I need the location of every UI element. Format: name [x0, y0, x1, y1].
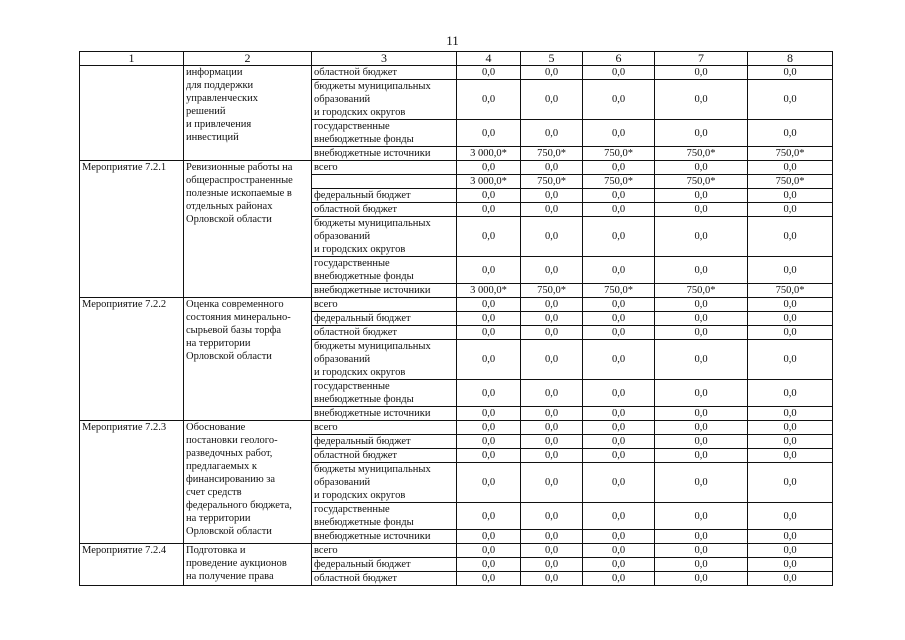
amount-cell: 0,0: [521, 257, 583, 284]
amount-cell: 0,0: [521, 189, 583, 203]
amount-cell: 0,0: [521, 66, 583, 80]
amount-cell: 0,0: [457, 421, 521, 435]
amount-cell: 0,0: [521, 298, 583, 312]
measure-code: Мероприятие 7.2.4: [80, 544, 184, 586]
amount-cell: 0,0: [583, 544, 655, 558]
table-row: [80, 298, 833, 312]
amount-cell: 0,0: [583, 463, 655, 503]
funding-source: бюджеты муниципальных образований и городских округов: [312, 217, 457, 257]
amount-cell: 0,0: [583, 326, 655, 340]
amount-cell: 0,0: [457, 312, 521, 326]
amount-cell: 0,0: [748, 558, 833, 572]
amount-cell: 0,0: [457, 203, 521, 217]
column-header: 7: [655, 52, 748, 66]
amount-cell: 0,0: [457, 298, 521, 312]
funding-source: областной бюджет: [312, 449, 457, 463]
amount-cell: 0,0: [457, 257, 521, 284]
amount-cell: 0,0: [583, 189, 655, 203]
amount-cell: 750,0*: [655, 147, 748, 161]
amount-cell: 0,0: [748, 380, 833, 407]
amount-cell: 0,0: [655, 421, 748, 435]
amount-cell: 3 000,0*: [457, 284, 521, 298]
amount-cell: 0,0: [457, 217, 521, 257]
amount-cell: 0,0: [457, 161, 521, 175]
amount-cell: 0,0: [583, 572, 655, 586]
amount-cell: 0,0: [748, 217, 833, 257]
amount-cell: 0,0: [748, 120, 833, 147]
amount-cell: 0,0: [655, 449, 748, 463]
amount-cell: 0,0: [655, 572, 748, 586]
amount-cell: 0,0: [748, 298, 833, 312]
amount-cell: 0,0: [521, 340, 583, 380]
amount-cell: 0,0: [748, 80, 833, 120]
funding-source: федеральный бюджет: [312, 189, 457, 203]
amount-cell: 0,0: [748, 203, 833, 217]
funding-source: федеральный бюджет: [312, 435, 457, 449]
amount-cell: 0,0: [655, 203, 748, 217]
amount-cell: 0,0: [457, 530, 521, 544]
funding-source: государственные внебюджетные фонды: [312, 503, 457, 530]
amount-cell: 750,0*: [655, 175, 748, 189]
amount-cell: 0,0: [655, 340, 748, 380]
column-header: 5: [521, 52, 583, 66]
amount-cell: 0,0: [655, 298, 748, 312]
measure-code: Мероприятие 7.2.3: [80, 421, 184, 544]
amount-cell: 0,0: [655, 503, 748, 530]
amount-cell: 750,0*: [655, 284, 748, 298]
amount-cell: 0,0: [583, 203, 655, 217]
amount-cell: 0,0: [521, 217, 583, 257]
amount-cell: 0,0: [521, 435, 583, 449]
amount-cell: 0,0: [748, 449, 833, 463]
funding-source: областной бюджет: [312, 572, 457, 586]
column-header: 6: [583, 52, 655, 66]
amount-cell: 0,0: [521, 380, 583, 407]
amount-cell: 750,0*: [583, 284, 655, 298]
funding-source: внебюджетные источники: [312, 530, 457, 544]
amount-cell: 0,0: [457, 463, 521, 503]
column-header: 8: [748, 52, 833, 66]
amount-cell: 0,0: [655, 161, 748, 175]
amount-cell: 0,0: [521, 407, 583, 421]
amount-cell: 0,0: [655, 407, 748, 421]
amount-cell: 0,0: [521, 120, 583, 147]
amount-cell: 0,0: [655, 312, 748, 326]
amount-cell: 0,0: [521, 558, 583, 572]
funding-source: бюджеты муниципальных образований и городских округов: [312, 340, 457, 380]
amount-cell: 0,0: [583, 421, 655, 435]
measure-name: информации для поддержки управленческих решений и привлечения инвестиций: [184, 66, 312, 161]
funding-source: внебюджетные источники: [312, 284, 457, 298]
amount-cell: 0,0: [655, 217, 748, 257]
funding-source: государственные внебюджетные фонды: [312, 120, 457, 147]
amount-cell: 0,0: [457, 66, 521, 80]
amount-cell: 750,0*: [748, 147, 833, 161]
column-header: 2: [184, 52, 312, 66]
amount-cell: 0,0: [583, 312, 655, 326]
amount-cell: 0,0: [521, 80, 583, 120]
amount-cell: 0,0: [457, 340, 521, 380]
column-header: 4: [457, 52, 521, 66]
amount-cell: 750,0*: [748, 284, 833, 298]
amount-cell: 0,0: [457, 435, 521, 449]
measure-name: Оценка современного состояния минерально- сырьевой базы торфа на территории Орловской области: [184, 298, 312, 421]
amount-cell: 0,0: [748, 407, 833, 421]
amount-cell: 0,0: [583, 503, 655, 530]
funding-source: бюджеты муниципальных образований и городских округов: [312, 80, 457, 120]
funding-source: [312, 175, 457, 189]
amount-cell: 0,0: [583, 66, 655, 80]
amount-cell: 0,0: [748, 435, 833, 449]
funding-source: всего: [312, 421, 457, 435]
amount-cell: 0,0: [521, 530, 583, 544]
column-header: 3: [312, 52, 457, 66]
amount-cell: 750,0*: [748, 175, 833, 189]
funding-source: внебюджетные источники: [312, 407, 457, 421]
funding-source: всего: [312, 298, 457, 312]
amount-cell: 0,0: [457, 120, 521, 147]
funding-source: всего: [312, 161, 457, 175]
amount-cell: 0,0: [655, 257, 748, 284]
amount-cell: 0,0: [583, 530, 655, 544]
amount-cell: 0,0: [583, 340, 655, 380]
measure-name: Ревизионные работы на общераспространенные полезные ископаемые в отдельных районах Орловской области: [184, 161, 312, 298]
table-row: [80, 66, 833, 80]
amount-cell: 0,0: [583, 558, 655, 572]
amount-cell: 0,0: [583, 257, 655, 284]
amount-cell: 0,0: [583, 217, 655, 257]
amount-cell: 0,0: [748, 572, 833, 586]
amount-cell: 0,0: [655, 544, 748, 558]
funding-source: бюджеты муниципальных образований и городских округов: [312, 463, 457, 503]
amount-cell: 0,0: [583, 298, 655, 312]
funding-source: федеральный бюджет: [312, 312, 457, 326]
amount-cell: 0,0: [457, 407, 521, 421]
amount-cell: 3 000,0*: [457, 147, 521, 161]
amount-cell: 0,0: [521, 161, 583, 175]
amount-cell: 750,0*: [521, 284, 583, 298]
amount-cell: 0,0: [583, 161, 655, 175]
funding-source: всего: [312, 544, 457, 558]
amount-cell: 750,0*: [521, 147, 583, 161]
table-row: [80, 161, 833, 175]
budget-table: [79, 51, 833, 586]
amount-cell: 0,0: [457, 380, 521, 407]
amount-cell: 0,0: [655, 435, 748, 449]
amount-cell: 0,0: [583, 80, 655, 120]
amount-cell: 0,0: [457, 189, 521, 203]
amount-cell: 0,0: [748, 326, 833, 340]
amount-cell: 0,0: [748, 66, 833, 80]
amount-cell: 0,0: [583, 380, 655, 407]
amount-cell: 0,0: [583, 435, 655, 449]
amount-cell: 0,0: [655, 530, 748, 544]
table-row: [80, 544, 833, 558]
amount-cell: 0,0: [748, 503, 833, 530]
column-header: 1: [80, 52, 184, 66]
amount-cell: 0,0: [457, 326, 521, 340]
measure-name: Обоснование постановки геолого- разведочных работ, предлагаемых к финансированию за счет средств федерального бюджета, на территории Орловской области: [184, 421, 312, 544]
amount-cell: 750,0*: [521, 175, 583, 189]
amount-cell: 0,0: [748, 257, 833, 284]
amount-cell: 0,0: [457, 558, 521, 572]
amount-cell: 0,0: [748, 544, 833, 558]
measure-name: Подготовка и проведение аукционов на получение права: [184, 544, 312, 586]
amount-cell: 0,0: [655, 189, 748, 203]
funding-source: федеральный бюджет: [312, 558, 457, 572]
amount-cell: 0,0: [457, 80, 521, 120]
amount-cell: 0,0: [457, 572, 521, 586]
amount-cell: 0,0: [583, 120, 655, 147]
amount-cell: 0,0: [655, 558, 748, 572]
amount-cell: 750,0*: [583, 175, 655, 189]
amount-cell: 0,0: [583, 449, 655, 463]
amount-cell: 0,0: [748, 312, 833, 326]
amount-cell: 0,0: [521, 572, 583, 586]
funding-source: областной бюджет: [312, 66, 457, 80]
amount-cell: 0,0: [748, 421, 833, 435]
table-row: [80, 421, 833, 435]
amount-cell: 0,0: [655, 326, 748, 340]
measure-code: Мероприятие 7.2.2: [80, 298, 184, 421]
amount-cell: 0,0: [655, 463, 748, 503]
amount-cell: 0,0: [521, 463, 583, 503]
amount-cell: 0,0: [748, 530, 833, 544]
amount-cell: 0,0: [655, 380, 748, 407]
amount-cell: 0,0: [748, 340, 833, 380]
measure-code: Мероприятие 7.2.1: [80, 161, 184, 298]
amount-cell: 0,0: [521, 449, 583, 463]
funding-source: государственные внебюджетные фонды: [312, 380, 457, 407]
funding-source: областной бюджет: [312, 326, 457, 340]
amount-cell: 750,0*: [583, 147, 655, 161]
amount-cell: 0,0: [655, 80, 748, 120]
amount-cell: 3 000,0*: [457, 175, 521, 189]
amount-cell: 0,0: [655, 66, 748, 80]
amount-cell: 0,0: [521, 544, 583, 558]
amount-cell: 0,0: [521, 326, 583, 340]
amount-cell: 0,0: [655, 120, 748, 147]
amount-cell: 0,0: [521, 312, 583, 326]
amount-cell: 0,0: [748, 463, 833, 503]
amount-cell: 0,0: [457, 544, 521, 558]
funding-source: внебюджетные источники: [312, 147, 457, 161]
amount-cell: 0,0: [583, 407, 655, 421]
amount-cell: 0,0: [457, 449, 521, 463]
funding-source: государственные внебюджетные фонды: [312, 257, 457, 284]
amount-cell: 0,0: [521, 203, 583, 217]
amount-cell: 0,0: [748, 189, 833, 203]
amount-cell: 0,0: [521, 421, 583, 435]
amount-cell: 0,0: [748, 161, 833, 175]
funding-source: областной бюджет: [312, 203, 457, 217]
measure-code: [80, 66, 184, 161]
header-row: [80, 52, 833, 66]
amount-cell: 0,0: [521, 503, 583, 530]
page-number: 11: [446, 33, 459, 48]
amount-cell: 0,0: [457, 503, 521, 530]
